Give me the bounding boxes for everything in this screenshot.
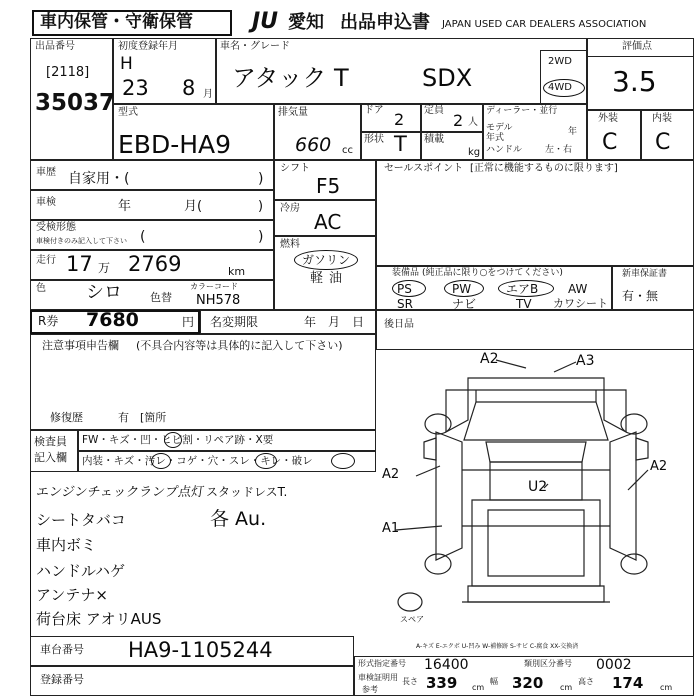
org-name: 愛知 — [288, 12, 324, 33]
equipment-item-4: SR — [397, 297, 413, 311]
cert-label: 車検証明用 — [358, 673, 398, 682]
rating-label: 評価点 — [622, 41, 652, 52]
selling-points-note: [正常に機能するものに限ります] — [470, 163, 618, 174]
doors-value: 2 — [394, 110, 405, 129]
selling-points-cell — [376, 160, 694, 266]
remark-line-3: ハンドルハゲ — [36, 562, 125, 580]
damage-label-1: A3 — [576, 353, 595, 369]
remark-line-5: 荷台床 アオリAUS — [36, 610, 162, 628]
model-name: アタック T — [232, 64, 349, 92]
repair-label: 修復歴 — [50, 411, 83, 424]
ju-logo: JU — [252, 9, 279, 34]
equipment-item-3: AW — [568, 282, 588, 296]
equipment-item-1: PW — [452, 282, 472, 296]
handle-label: ハンドル — [486, 145, 523, 155]
inspector-row-2-text: 内装・キズ・汚レ・コゲ・穴・スレ・キレ・破レ — [82, 455, 313, 467]
registration-year: 23 — [122, 76, 149, 100]
inspector-mark-1 — [164, 432, 182, 448]
inspection-label: 車検 — [36, 197, 56, 208]
type-no-value: 16400 — [424, 657, 469, 673]
association-name: JAPAN USED CAR DEALERS ASSOCIATION — [442, 19, 647, 30]
inspection-year-unit: 年 — [118, 199, 132, 214]
deadline-month: 月 — [328, 315, 341, 329]
width-value: 320 — [512, 674, 544, 692]
lot-code: [2118] — [46, 65, 90, 80]
equipment-item-0: PS — [397, 282, 412, 296]
displacement-unit: cc — [342, 145, 353, 156]
color-code-label: カラーコード — [190, 282, 238, 291]
inspection-cell — [30, 190, 274, 220]
model-label: 車名・グレード — [220, 41, 290, 52]
drive-4wd: 4WD — [548, 82, 572, 93]
drive-2wd: 2WD — [548, 56, 572, 67]
post-install-cell — [376, 310, 694, 350]
height-value: 174 — [612, 674, 644, 692]
lot-label: 出品番号 — [35, 41, 75, 52]
mileage-rest: 2769 — [128, 252, 182, 276]
displacement-label: 排気量 — [278, 107, 308, 118]
deadline-day: 日 — [352, 315, 365, 329]
deadline-year: 年 — [304, 315, 317, 329]
exterior-label: 外装 — [598, 113, 618, 124]
mileage-unit: km — [228, 265, 246, 278]
color-label: 色 — [36, 283, 46, 294]
equipment-item-6: TV — [516, 297, 532, 311]
document-title: 出品申込書 — [340, 12, 430, 33]
chassis-label: 車台番号 — [40, 643, 84, 656]
capacity-unit: 人 — [468, 117, 478, 128]
equipment-item-2: エアB — [506, 282, 539, 296]
damage-label-3: U2 — [528, 479, 548, 495]
type-value: EBD-HA9 — [118, 130, 232, 159]
shape-value: T — [394, 132, 407, 156]
height-unit: cm — [660, 683, 673, 692]
history-close: ) — [258, 171, 264, 187]
recycle-label: R券 — [38, 314, 59, 328]
registration-month-unit: 月 — [203, 89, 213, 100]
doors-label: ドア — [364, 105, 384, 116]
repair-value: 有 — [118, 411, 129, 424]
warranty-options: 有・無 — [622, 289, 659, 303]
exterior-grade: C — [602, 130, 618, 155]
deadline-label: 名変期限 — [210, 315, 259, 329]
displacement-value: 660 — [295, 134, 332, 156]
post-install-label: 後日品 — [384, 319, 414, 330]
model-year-unit: 年 — [568, 127, 578, 137]
spare-label: スペア — [400, 615, 424, 624]
fuel-label: 燃料 — [280, 239, 300, 250]
inspector-label-2: 記入欄 — [34, 451, 67, 464]
load-unit: kg — [468, 147, 481, 158]
history-cell — [30, 160, 274, 190]
history-value: 自家用・( — [68, 171, 130, 187]
remark-line-1: シートタバコ — [36, 511, 126, 529]
width-unit: cm — [560, 683, 573, 692]
model-year-label: モデル年式 — [486, 123, 513, 143]
mileage-man: 17 — [66, 252, 93, 276]
damage-legend: A-キズ E-エクボ U-凹み W-補修跡 S-サビ C-腐食 XX-交換済 — [416, 643, 579, 650]
storage-badge-text: 車内保管・守衛保管 — [40, 12, 193, 32]
inspector-row-1-text: FW・キズ・凹・ヒビ割・リペア跡・X要 — [82, 434, 274, 446]
damage-label-0: A2 — [480, 351, 499, 367]
capacity-value: 2 — [453, 111, 464, 130]
aircon-value: AC — [314, 210, 342, 234]
inspection-close: ) — [258, 199, 264, 214]
damage-label-2: A2 — [382, 467, 400, 482]
length-value: 339 — [426, 674, 458, 692]
recycle-unit: 円 — [182, 315, 195, 329]
rating-score: 3.5 — [612, 65, 657, 98]
width-label: 幅 — [490, 677, 498, 686]
damage-label-5: A2 — [650, 459, 668, 474]
chassis-value: HA9-1105244 — [128, 638, 273, 662]
remark-right-1: スタッドレスT. — [206, 485, 288, 499]
repair-spot: [箇所 — [140, 411, 167, 424]
inspector-mark-4 — [331, 453, 355, 469]
length-unit: cm — [472, 683, 485, 692]
equipment-label: 装備品 — [392, 268, 420, 278]
dealer-label: ディーラー・並行 — [486, 106, 558, 116]
damage-label-4: A1 — [382, 521, 400, 536]
equipment-item-5: ナビ — [452, 297, 477, 311]
notes-note: (不具合内容等は具体的に記入して下さい) — [136, 339, 343, 352]
equipment-item-7: カワシート — [553, 297, 608, 310]
color-value: シロ — [86, 282, 122, 303]
length-label: 長さ — [402, 677, 418, 686]
shape-label: 形状 — [364, 134, 384, 145]
acceptance-note: 車検付きのみ記入して下さい — [36, 237, 127, 245]
aircon-label: 冷房 — [280, 203, 300, 214]
warranty-label: 新車保証書 — [622, 269, 668, 279]
acceptance-open: ( — [140, 229, 146, 245]
type-no-label: 形式指定番号 — [358, 659, 406, 668]
reg-number-label: 登録番号 — [40, 673, 84, 686]
inspection-month-unit: 月( — [184, 199, 203, 214]
selling-points-label: セールスポイント — [384, 163, 464, 174]
height-label: 高さ — [578, 677, 594, 686]
fuel-diesel: 軽油 — [310, 271, 349, 286]
mileage-man-unit: 万 — [98, 261, 111, 275]
interior-label: 内装 — [652, 113, 672, 124]
inspector-mark-3 — [255, 453, 277, 469]
class-no-value: 0002 — [596, 657, 632, 673]
acceptance-close: ) — [258, 229, 264, 245]
interior-grade: C — [655, 130, 671, 155]
lot-number: 35037 — [35, 90, 116, 116]
remark-line-2: 車内ボミ — [36, 536, 97, 554]
damage-diagram — [376, 350, 694, 636]
type-label: 型式 — [118, 107, 138, 118]
history-label: 車歴 — [36, 167, 56, 178]
remark-line-4: アンテナ× — [36, 586, 108, 604]
load-label: 積載 — [424, 134, 444, 145]
model-grade: SDX — [422, 64, 473, 92]
remark-right-2: 各 Au. — [210, 508, 267, 530]
inspector-label-1: 検査員 — [34, 435, 67, 448]
recycle-value: 7680 — [86, 309, 139, 331]
mileage-label: 走行 — [36, 255, 56, 266]
registration-month: 8 — [182, 76, 196, 100]
registration-era: H — [120, 54, 133, 74]
color-change-label: 色替 — [150, 291, 172, 304]
fuel-gasoline: ガソリン — [302, 253, 351, 267]
registration-label: 初度登録年月 — [118, 41, 178, 52]
ref-label: 参考 — [362, 685, 378, 694]
equipment-note: (純正品に限り○をつけてください) — [422, 268, 563, 278]
capacity-label: 定員 — [424, 105, 444, 116]
handle-options: 左・右 — [545, 145, 573, 155]
shift-value: F5 — [316, 174, 341, 198]
notes-label: 注意事項申告欄 — [42, 339, 119, 352]
shift-label: シフト — [280, 163, 310, 174]
inspector-mark-2 — [151, 453, 171, 469]
color-code: NH578 — [196, 293, 241, 308]
acceptance-label: 受検形態 — [36, 222, 76, 233]
remark-line-0: エンジンチェックランプ点灯 — [34, 485, 206, 500]
class-no-label: 類別区分番号 — [524, 659, 572, 668]
